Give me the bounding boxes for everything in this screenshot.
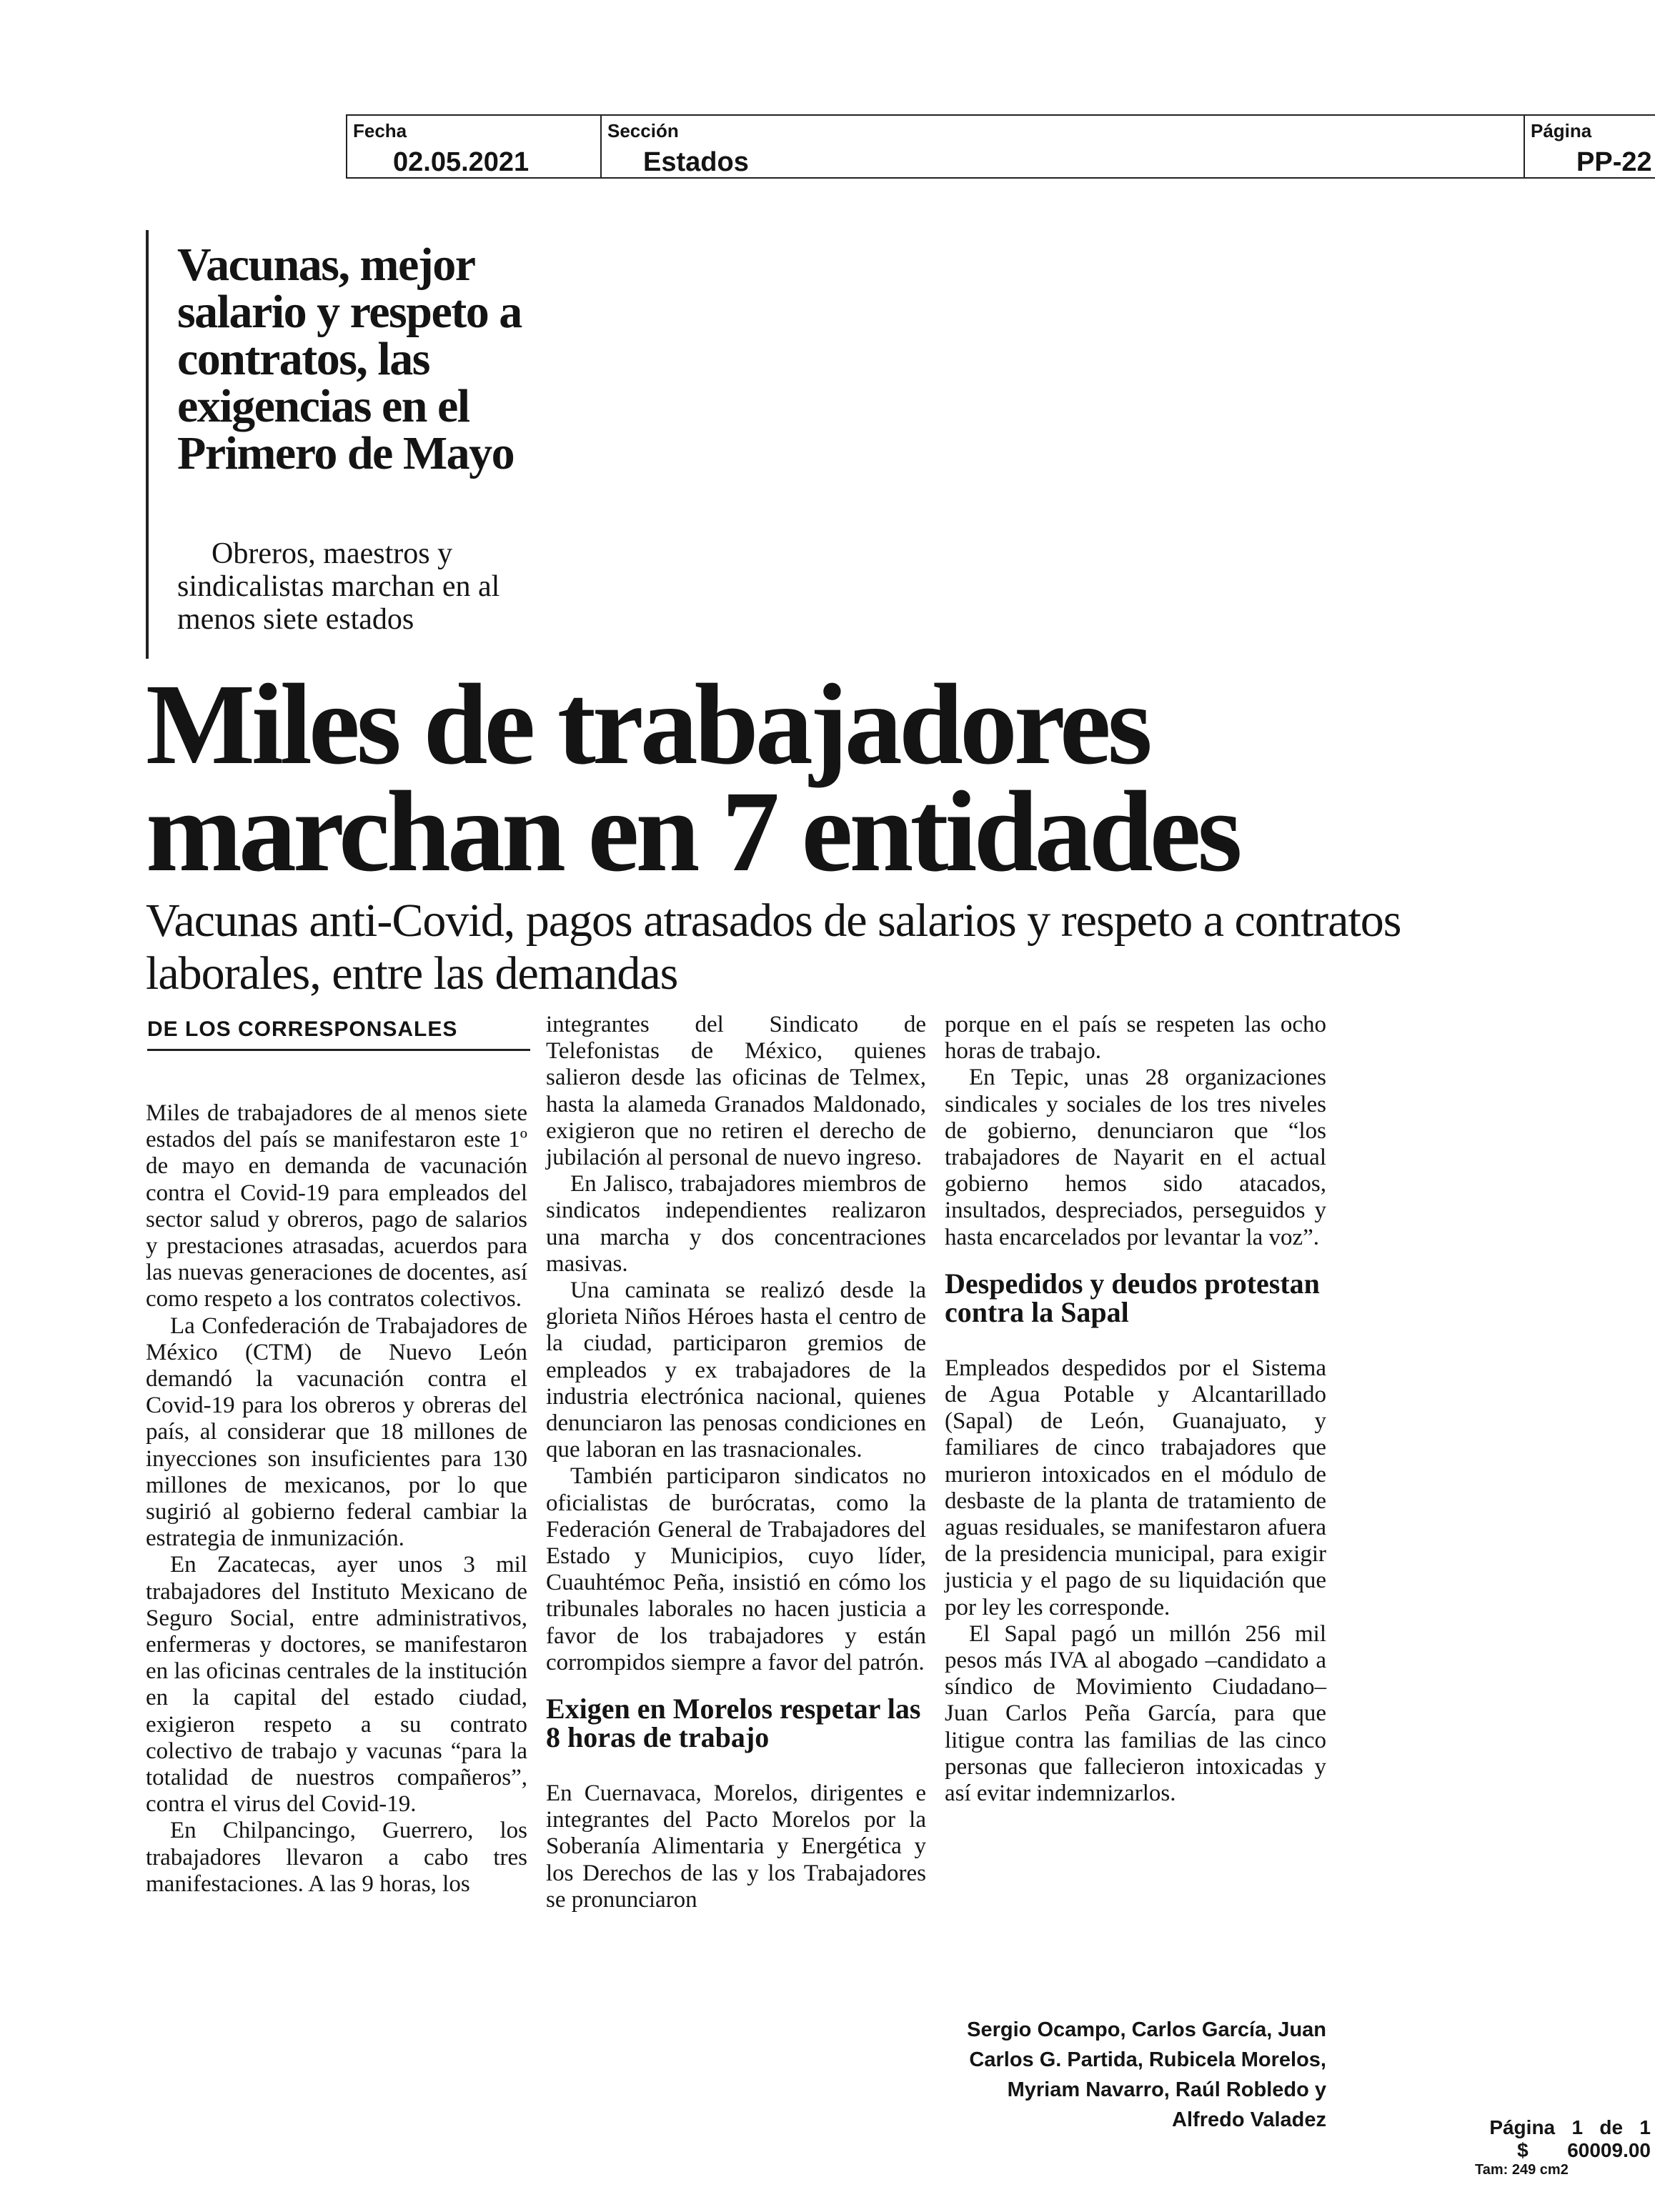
- currency-symbol: $: [1517, 2139, 1529, 2161]
- spacer: [546, 1752, 926, 1780]
- clipping-header: [346, 114, 1655, 179]
- article-column-1: [146, 1100, 527, 1898]
- spacer: [945, 1251, 1326, 1270]
- paragraph: En Tepic, unas 28 organizaciones sindicales y sociales de los tres niveles de gobierno, denunciaron que “los trabajadores de Nayarit en el actual gobierno hemos sido atacados, insultados, despreciados, perseguidos y hasta encarcelados por levantar la voz”.: [945, 1065, 1326, 1250]
- headline: Miles de trabajadores marchan en 7 entidades: [146, 661, 1239, 896]
- seccion-value: Estados: [643, 147, 749, 177]
- clipping-footer: [1458, 2116, 1651, 2178]
- paragraph: El Sapal pagó un millón 256 mil pesos más IVA al abogado –candidato a síndico de Movimiento Ciudadano– Juan Carlos Peña García, para que litigue contra las familias de las cinco personas que fallecieron intoxicadas y así evitar indemnizarlos.: [945, 1620, 1326, 1807]
- seccion-label: Sección: [607, 120, 679, 141]
- seccion-cell: [602, 116, 1524, 177]
- cost-amount: 60009.00: [1567, 2139, 1651, 2161]
- author-line: Alfredo Valadez: [1172, 2108, 1326, 2131]
- cost-row: [1458, 2139, 1651, 2162]
- byline: DE LOS CORRESPONSALES: [147, 1017, 530, 1051]
- paragraph: En Zacatecas, ayer unos 3 mil trabajadores del Instituto Mexicano de Seguro Social, entre administrativos, enfermeras y doctores, se manifestaron en las oficinas centrales de la institución en la capital del estado ciudad, exigieron respeto a su contrato colectivo de trabajo y vacunas “para la totalidad de nuestros compañeros”, contra el virus del Covid-19.: [146, 1552, 527, 1818]
- paragraph: Una caminata se realizó desde la glorieta Niños Héroes hasta el centro de la ciudad, participaron gremios de empleados y ex trabajadores de la industria electrónica nacional, quienes denunciaron las penosas condiciones en que laboran en las trasnacionales.: [546, 1277, 926, 1463]
- paragraph: La Confederación de Trabajadores de México (CTM) de Nuevo León demandó la vacunación contra el Covid-19 para los obreros y obreras del país, al considerar que 18 millones de inyecciones son insuficientes para 130 millones de mexicanos, por lo que sugirió al gobierno federal cambiar la estrategia de inmunización.: [146, 1312, 527, 1552]
- kicker-rule: [146, 230, 149, 659]
- size-label: Tam: 249 cm2: [1475, 2162, 1569, 2178]
- author-line: Carlos G. Partida, Rubicela Morelos,: [969, 2048, 1326, 2071]
- pagina-label: Página: [1531, 120, 1592, 141]
- page-of: de: [1599, 2116, 1624, 2138]
- paragraph: En Jalisco, trabajadores miembros de sindicatos independientes realizaron una marcha y dos concentraciones masivas.: [546, 1171, 926, 1277]
- page-number: 1: [1571, 2116, 1584, 2138]
- fecha-label: Fecha: [353, 120, 407, 141]
- fecha-value: 02.05.2021: [393, 147, 530, 177]
- section-subheading: Exigen en Morelos respetar las 8 horas de trabajo: [546, 1693, 921, 1754]
- paragraph: integrantes del Sindicato de Telefonistas de México, quienes salieron desde las oficinas de Telmex, hasta la alameda Granados Maldonado, exigieron que no retiren el derecho de jubilación al personal de nuevo ingreso.: [546, 1012, 926, 1171]
- page-count: [1458, 2116, 1651, 2139]
- page-total: 1: [1639, 2116, 1651, 2138]
- subheadline: Vacunas anti-Covid, pagos atrasados de salarios y respeto a contratos laborales, entre las demandas: [146, 895, 1401, 1000]
- article-column-3: [945, 1012, 1326, 1807]
- paragraph: Miles de trabajadores de al menos siete estados del país se manifestaron este 1º de mayo en demanda de vacunación contra el Covid-19 para empleados del sector salud y obreros, pago de salarios y prestaciones atrasadas, acuerdos para las nuevas generaciones de docentes, así como respeto a los contratos colectivos.: [146, 1100, 527, 1312]
- kicker-title: Vacunas, mejor salario y respeto a contratos, las exigencias en el Primero de Mayo: [177, 239, 522, 479]
- author-line: Sergio Ocampo, Carlos García, Juan: [967, 2018, 1326, 2041]
- kicker-subtitle: Obreros, maestros y sindicalistas marchan en al menos siete estados: [177, 537, 500, 636]
- fecha-cell: [347, 116, 600, 177]
- section-subheading: Despedidos y deudos protestan contra la Sapal: [945, 1267, 1320, 1328]
- pagina-cell: [1525, 116, 1655, 177]
- spacer: [945, 1327, 1326, 1355]
- paragraph: En Chilpancingo, Guerrero, los trabajadores llevaron a cabo tres manifestaciones. A las 9 horas, los: [146, 1818, 527, 1897]
- page-label: Página: [1489, 2116, 1556, 2138]
- pagina-value: PP-22: [1576, 147, 1652, 177]
- paragraph: porque en el país se respeten las ocho horas de trabajo.: [945, 1012, 1326, 1065]
- paragraph: También participaron sindicatos no oficialistas de burócratas, como la Federación General de Trabajadores del Estado y Municipios, cuyo líder, Cuauhtémoc Peña, insistió en cómo los tribunales laborales no hacen justicia a favor de los trabajadores y están corrompidos siempre a favor del patrón.: [546, 1463, 926, 1675]
- article-column-2: [546, 1012, 926, 1913]
- author-line: Myriam Navarro, Raúl Robledo y: [1007, 2078, 1326, 2101]
- paragraph: En Cuernavaca, Morelos, dirigentes e integrantes del Pacto Morelos por la Soberanía Alimentaria y Energética y los Derechos de las y los Trabajadores se pronunciaron: [546, 1780, 926, 1913]
- paragraph: Empleados despedidos por el Sistema de Agua Potable y Alcantarillado (Sapal) de León, Guanajuato, y familiares de cinco trabajadores que murieron intoxicados en el módulo de desbaste de la planta de tratamiento de aguas residuales, se manifestaron afuera de la presidencia municipal, para exigir justicia y el pago de su liquidación que por ley les corresponde.: [945, 1355, 1326, 1620]
- author-credits: [945, 2015, 1326, 2135]
